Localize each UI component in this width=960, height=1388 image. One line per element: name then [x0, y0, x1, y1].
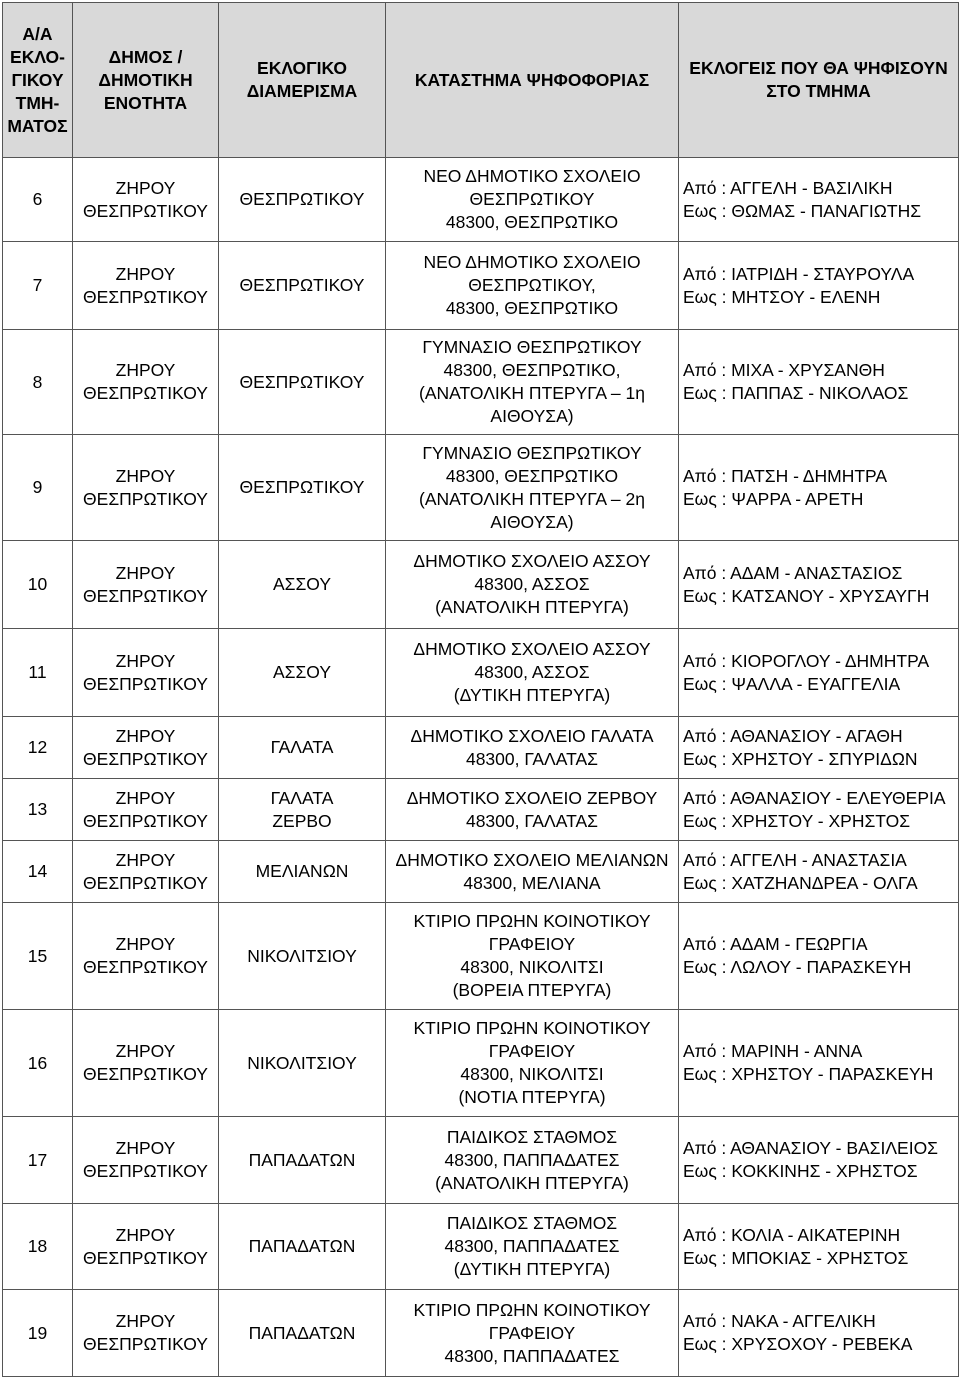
electoral-district-cell	[219, 1204, 386, 1290]
section-number-cell: 16	[3, 1010, 73, 1117]
table-body	[3, 158, 959, 1377]
voters-range-cell	[679, 903, 959, 1010]
table-row	[3, 1290, 959, 1377]
electoral-district-cell	[219, 841, 386, 903]
table-row	[3, 242, 959, 330]
electoral-district-cell	[219, 1010, 386, 1117]
voters-range-cell	[679, 330, 959, 435]
cell-line: ΘΕΣΠΡΩΤΙΚΟΥ	[83, 1334, 208, 1354]
section-number-cell: 12	[3, 717, 73, 779]
cell-line: ΜΑΤΟΣ	[7, 115, 68, 136]
cell-line: ΕΚΛΟΓΕΙΣ ΠΟΥ ΘΑ ΨΗΦΙΣΟΥΝ	[689, 58, 948, 78]
voters-range-cell	[679, 242, 959, 330]
polling-station-cell	[386, 330, 679, 435]
table-row	[3, 903, 959, 1010]
cell-line: (ΔΥΤΙΚΗ ΠΤΕΡΥΓΑ)	[453, 685, 611, 705]
section-number-cell: 7	[3, 242, 73, 330]
polling-station-cell	[386, 841, 679, 903]
polling-station-cell	[386, 1290, 679, 1377]
cell-line: Α/Α	[22, 23, 53, 44]
cell-line: ΓΑΛΑΤΑ	[270, 737, 334, 757]
header-electoral-district	[219, 3, 386, 158]
cell-line: Από : ΑΓΓΕΛΗ - ΒΑΣΙΛΙΚΗ	[683, 177, 893, 198]
cell-line: ΑΣΣΟΥ	[272, 662, 332, 682]
cell-line: 48300, ΘΕΣΠΡΩΤΙΚΟ	[445, 298, 619, 318]
municipality-cell	[73, 242, 219, 330]
cell-line: ΝΕΟ ΔΗΜΟΤΙΚΟ ΣΧΟΛΕΙΟ	[423, 166, 641, 186]
cell-line: ΓΥΜΝΑΣΙΟ ΘΕΣΠΡΩΤΙΚΟΥ	[422, 442, 642, 463]
cell-line: ΚΤΙΡΙΟ ΠΡΩΗΝ ΚΟΙΝΟΤΙΚΟΥ	[413, 1299, 651, 1320]
voters-range-cell	[679, 1010, 959, 1117]
cell-line: ΔΗΜΟΤΙΚΟ ΣΧΟΛΕΙΟ ΜΕΛΙΑΝΩΝ	[395, 849, 669, 870]
cell-line: (ΑΝΑΤΟΛΙΚΗ ΠΤΕΡΥΓΑ – 2η	[419, 488, 645, 509]
cell-line: Εως : ΜΗΤΣΟΥ - ΕΛΕΝΗ	[683, 286, 881, 307]
cell-line: ΠΑΠΑΔΑΤΩΝ	[248, 1149, 356, 1170]
cell-line: Από : ΙΑΤΡΙΔΗ - ΣΤΑΥΡΟΥΛΑ	[683, 263, 915, 284]
polling-stations-table	[2, 2, 959, 1377]
municipality-cell	[73, 629, 219, 717]
section-number-cell: 13	[3, 779, 73, 841]
cell-line: ΤΜΗ-	[15, 92, 60, 113]
table-row	[3, 841, 959, 903]
table-row	[3, 330, 959, 435]
cell-line: Από : ΑΔΑΜ - ΓΕΩΡΓΙΑ	[683, 934, 868, 954]
header-polling-station	[386, 3, 679, 158]
cell-line: ΑΙΘΟΥΣΑ)	[490, 511, 574, 532]
municipality-cell	[73, 158, 219, 242]
cell-line: (ΑΝΑΤΟΛΙΚΗ ΠΤΕΡΥΓΑ)	[435, 1172, 629, 1193]
table-row	[3, 779, 959, 841]
cell-line: ΔΗΜΟΤΙΚΟ ΣΧΟΛΕΙΟ ΖΕΡΒΟΥ	[406, 787, 658, 808]
polling-station-cell	[386, 158, 679, 242]
polling-station-cell	[386, 779, 679, 841]
cell-line: Εως : ΛΩΛΟΥ - ΠΑΡΑΣΚΕΥΗ	[683, 957, 912, 977]
cell-line: ΘΕΣΠΡΩΤΙΚΟΥ	[83, 383, 208, 403]
section-number-cell: 17	[3, 1117, 73, 1204]
cell-line: ΘΕΣΠΡΩΤΙΚΟΥ	[83, 1247, 208, 1268]
cell-line: Από : ΚΟΛΙΑ - ΑΙΚΑΤΕΡΙΝΗ	[683, 1224, 901, 1245]
electoral-district-cell	[219, 1290, 386, 1377]
cell-line: Από : ΑΘΑΝΑΣΙΟΥ - ΒΑΣΙΛΕΙΟΣ	[683, 1138, 938, 1158]
table-row	[3, 1204, 959, 1290]
cell-line: ΓΡΑΦΕΙΟΥ	[488, 1041, 576, 1061]
cell-line: ΕΝΟΤΗΤΑ	[103, 92, 188, 113]
cell-line: ΠΑΠΑΔΑΤΩΝ	[248, 1236, 356, 1256]
polling-station-cell	[386, 629, 679, 717]
cell-line: 48300, ΝΙΚΟΛΙΤΣΙ	[460, 1064, 604, 1084]
cell-line: 48300, ΓΑΛΑΤΑΣ	[465, 748, 599, 769]
cell-line: ΘΕΣΠΡΩΤΙΚΟΥ	[83, 1064, 208, 1084]
cell-line: ΚΑΤΑΣΤΗΜΑ ΨΗΦΟΦΟΡΙΑΣ	[414, 69, 650, 90]
section-number-cell: 6	[3, 158, 73, 242]
cell-line: ΖΗΡΟΥ	[115, 360, 176, 380]
municipality-cell	[73, 435, 219, 541]
cell-line: ΓΑΛΑΤΑ	[270, 787, 334, 808]
section-number-cell: 18	[3, 1204, 73, 1290]
cell-line: ΖΗΡΟΥ	[115, 562, 176, 583]
cell-line: 48300, ΘΕΣΠΡΩΤΙΚΟ	[445, 465, 619, 486]
voters-range-cell	[679, 717, 959, 779]
cell-line: (ΑΝΑΤΟΛΙΚΗ ΠΤΕΡΥΓΑ – 1η	[419, 383, 645, 403]
section-number-cell: 19	[3, 1290, 73, 1377]
cell-line: ΔΗΜΟΣ /	[108, 46, 183, 67]
cell-line: ΕΚΛΟ-	[10, 46, 65, 67]
cell-line: (ΑΝΑΤΟΛΙΚΗ ΠΤΕΡΥΓΑ)	[435, 597, 629, 617]
cell-line: ΖΗΡΟΥ	[115, 263, 176, 284]
cell-line: ΖΗΡΟΥ	[115, 465, 176, 486]
cell-line: ΓΙΚΟΥ	[11, 69, 64, 90]
cell-line: Από : ΑΘΑΝΑΣΙΟΥ - ΑΓΑΘΗ	[683, 725, 903, 746]
cell-line: ΖΗΡΟΥ	[115, 1311, 176, 1331]
cell-line: ΚΤΙΡΙΟ ΠΡΩΗΝ ΚΟΙΝΟΤΙΚΟΥ	[413, 911, 651, 931]
cell-line: Από : ΝΑΚΑ - ΑΓΓΕΛΙΚΗ	[683, 1311, 876, 1331]
cell-line: Από : ΜΑΡΙΝΗ - ΑΝΝΑ	[683, 1041, 863, 1061]
cell-line: ΘΕΣΠΡΩΤΙΚΟΥ	[83, 957, 208, 977]
polling-station-cell	[386, 242, 679, 330]
electoral-district-cell	[219, 717, 386, 779]
electoral-district-cell	[219, 242, 386, 330]
cell-line: ΠΑΠΑΔΑΤΩΝ	[248, 1322, 356, 1343]
cell-line: ΘΕΣΠΡΩΤΙΚΟΥ	[83, 872, 208, 893]
cell-line: ΘΕΣΠΡΩΤΙΚΟΥ,	[468, 275, 596, 295]
section-number-cell: 9	[3, 435, 73, 541]
municipality-cell	[73, 1204, 219, 1290]
cell-line: ΖΗΡΟΥ	[115, 1138, 176, 1158]
cell-line: ΘΕΣΠΡΩΤΙΚΟΥ	[83, 1161, 208, 1181]
cell-line: Εως : ΚΑΤΣΑΝΟΥ - ΧΡΥΣΑΥΓΗ	[683, 585, 930, 606]
cell-line: ΖΕΡΒΟ	[272, 810, 332, 831]
electoral-district-cell	[219, 629, 386, 717]
polling-station-cell	[386, 1117, 679, 1204]
polling-station-cell	[386, 903, 679, 1010]
electoral-district-cell	[219, 330, 386, 435]
table-row	[3, 1010, 959, 1117]
cell-line: 48300, ΠΑΠΠΑΔΑΤΕΣ	[444, 1345, 620, 1366]
header-section-number	[3, 3, 73, 158]
section-number-cell: 15	[3, 903, 73, 1010]
cell-line: 48300, ΑΣΣΟΣ	[474, 574, 590, 594]
electoral-district-cell	[219, 903, 386, 1010]
table-row	[3, 629, 959, 717]
cell-line: ΔΗΜΟΤΙΚΗ	[98, 69, 193, 90]
section-number-cell: 8	[3, 330, 73, 435]
cell-line: Εως : ΨΑΛΛΑ - ΕΥΑΓΓΕΛΙΑ	[683, 673, 901, 694]
header-voters	[679, 3, 959, 158]
voters-range-cell	[679, 779, 959, 841]
cell-line: ΠΑΙΔΙΚΟΣ ΣΤΑΘΜΟΣ	[446, 1126, 618, 1147]
cell-line: ΔΗΜΟΤΙΚΟ ΣΧΟΛΕΙΟ ΑΣΣΟΥ	[413, 639, 651, 659]
cell-line: ΘΕΣΠΡΩΤΙΚΟΥ	[83, 810, 208, 831]
cell-line: ΚΤΙΡΙΟ ΠΡΩΗΝ ΚΟΙΝΟΤΙΚΟΥ	[413, 1018, 651, 1038]
electoral-district-cell	[219, 1117, 386, 1204]
cell-line: ΕΚΛΟΓΙΚΟ	[257, 58, 347, 78]
voters-range-cell	[679, 435, 959, 541]
voters-range-cell	[679, 1117, 959, 1204]
cell-line: Από : ΑΔΑΜ - ΑΝΑΣΤΑΣΙΟΣ	[683, 562, 903, 583]
table-row	[3, 717, 959, 779]
cell-line: Εως : ΚΟΚΚΙΝΗΣ - ΧΡΗΣΤΟΣ	[683, 1161, 918, 1181]
municipality-cell	[73, 717, 219, 779]
voters-range-cell	[679, 1204, 959, 1290]
cell-line: Εως : ΧΡΗΣΤΟΥ - ΣΠΥΡΙΔΩΝ	[683, 748, 918, 769]
voters-range-cell	[679, 629, 959, 717]
cell-line: 48300, ΓΑΛΑΤΑΣ	[465, 810, 599, 831]
cell-line: Από : ΜΙΧΑ - ΧΡΥΣΑΝΘΗ	[683, 360, 885, 380]
cell-line: ΖΗΡΟΥ	[115, 725, 176, 746]
header-row	[3, 3, 959, 158]
section-number-cell: 10	[3, 541, 73, 629]
cell-line: Από : ΑΓΓΕΛΗ - ΑΝΑΣΤΑΣΙΑ	[683, 849, 907, 870]
voters-range-cell	[679, 841, 959, 903]
cell-line: ΖΗΡΟΥ	[115, 1041, 176, 1061]
table-row	[3, 158, 959, 242]
cell-line: ΝΙΚΟΛΙΤΣΙΟΥ	[247, 1052, 357, 1073]
electoral-district-cell	[219, 779, 386, 841]
cell-line: ΔΗΜΟΤΙΚΟ ΣΧΟΛΕΙΟ ΓΑΛΑΤΑ	[410, 725, 654, 746]
municipality-cell	[73, 541, 219, 629]
cell-line: Εως : ΨΑΡΡΑ - ΑΡΕΤΗ	[683, 488, 864, 509]
section-number-cell: 11	[3, 629, 73, 717]
municipality-cell	[73, 1290, 219, 1377]
cell-line: ΜΕΛΙΑΝΩΝ	[255, 861, 349, 881]
cell-line: (ΔΥΤΙΚΗ ΠΤΕΡΥΓΑ)	[453, 1259, 611, 1279]
cell-line: ΑΙΘΟΥΣΑ)	[490, 406, 574, 426]
cell-line: ΓΥΜΝΑΣΙΟ ΘΕΣΠΡΩΤΙΚΟΥ	[422, 337, 642, 357]
polling-station-cell	[386, 541, 679, 629]
header-municipality	[73, 3, 219, 158]
municipality-cell	[73, 841, 219, 903]
cell-line: Από : ΠΑΤΣΗ - ΔΗΜΗΤΡΑ	[683, 465, 888, 486]
cell-line: Εως : ΧΡΗΣΤΟΥ - ΠΑΡΑΣΚΕΥΗ	[683, 1064, 934, 1084]
cell-line: 48300, ΘΕΣΠΡΩΤΙΚΟ	[445, 212, 619, 232]
cell-line: Εως : ΧΑΤΖΗΑΝΔΡΕΑ - ΟΛΓΑ	[683, 872, 918, 893]
polling-station-cell	[386, 1010, 679, 1117]
cell-line: ΖΗΡΟΥ	[115, 849, 176, 870]
voters-range-cell	[679, 158, 959, 242]
cell-line: Εως : ΜΠΟΚΙΑΣ - ΧΡΗΣΤΟΣ	[683, 1247, 909, 1268]
municipality-cell	[73, 779, 219, 841]
cell-line: ΝΕΟ ΔΗΜΟΤΙΚΟ ΣΧΟΛΕΙΟ	[423, 252, 641, 272]
cell-line: ΘΕΣΠΡΩΤΙΚΟΥ	[469, 189, 595, 209]
cell-line: ΓΡΑΦΕΙΟΥ	[488, 1322, 576, 1343]
cell-line: Εως : ΧΡΗΣΤΟΥ - ΧΡΗΣΤΟΣ	[683, 810, 911, 831]
cell-line: Εως : ΧΡΥΣΟΧΟΥ - ΡΕΒΕΚΑ	[683, 1334, 913, 1354]
cell-line: ΘΕΣΠΡΩΤΙΚΟΥ	[239, 275, 365, 295]
cell-line: 48300, ΠΑΠΠΑΔΑΤΕΣ	[444, 1236, 620, 1256]
cell-line: ΖΗΡΟΥ	[115, 650, 176, 671]
cell-line: ΠΑΙΔΙΚΟΣ ΣΤΑΘΜΟΣ	[446, 1213, 618, 1233]
cell-line: ΘΕΣΠΡΩΤΙΚΟΥ	[83, 673, 208, 694]
cell-line: ΔΗΜΟΤΙΚΟ ΣΧΟΛΕΙΟ ΑΣΣΟΥ	[413, 551, 651, 571]
cell-line: ΖΗΡΟΥ	[115, 1224, 176, 1245]
cell-line: 48300, ΠΑΠΠΑΔΑΤΕΣ	[444, 1149, 620, 1170]
municipality-cell	[73, 903, 219, 1010]
municipality-cell	[73, 1010, 219, 1117]
cell-line: ΘΕΣΠΡΩΤΙΚΟΥ	[83, 200, 208, 221]
section-number-cell: 14	[3, 841, 73, 903]
electoral-district-cell	[219, 158, 386, 242]
cell-line: 48300, ΝΙΚΟΛΙΤΣΙ	[460, 957, 604, 977]
cell-line: Εως : ΘΩΜΑΣ - ΠΑΝΑΓΙΩΤΗΣ	[683, 200, 922, 221]
cell-line: ΓΡΑΦΕΙΟΥ	[488, 934, 576, 954]
table-row	[3, 435, 959, 541]
cell-line: ΘΕΣΠΡΩΤΙΚΟΥ	[83, 286, 208, 307]
table-row	[3, 1117, 959, 1204]
polling-station-cell	[386, 1204, 679, 1290]
cell-line: ΘΕΣΠΡΩΤΙΚΟΥ	[239, 371, 365, 392]
polling-station-cell	[386, 717, 679, 779]
cell-line: Εως : ΠΑΠΠΑΣ - ΝΙΚΟΛΑΟΣ	[683, 383, 909, 403]
voters-range-cell	[679, 541, 959, 629]
cell-line: ΘΕΣΠΡΩΤΙΚΟΥ	[239, 477, 365, 497]
electoral-district-cell	[219, 541, 386, 629]
cell-line: Από : ΑΘΑΝΑΣΙΟΥ - ΕΛΕΥΘΕΡΙΑ	[683, 787, 946, 808]
municipality-cell	[73, 1117, 219, 1204]
cell-line: ΖΗΡΟΥ	[115, 934, 176, 954]
voters-range-cell	[679, 1290, 959, 1377]
table-row	[3, 541, 959, 629]
cell-line: ΘΕΣΠΡΩΤΙΚΟΥ	[83, 748, 208, 769]
cell-line: 48300, ΑΣΣΟΣ	[474, 662, 590, 682]
cell-line: ΖΗΡΟΥ	[115, 177, 176, 198]
electoral-district-cell	[219, 435, 386, 541]
cell-line: 48300, ΘΕΣΠΡΩΤΙΚΟ,	[443, 360, 621, 380]
cell-line: ΣΤΟ ΤΜΗΜΑ	[766, 81, 871, 101]
cell-line: ΖΗΡΟΥ	[115, 787, 176, 808]
cell-line: ΘΕΣΠΡΩΤΙΚΟΥ	[239, 189, 365, 209]
cell-line: ΘΕΣΠΡΩΤΙΚΟΥ	[83, 488, 208, 509]
cell-line: ΝΙΚΟΛΙΤΣΙΟΥ	[247, 945, 357, 966]
cell-line: 48300, ΜΕΛΙΑΝΑ	[463, 872, 601, 893]
cell-line: ΔΙΑΜΕΡΙΣΜΑ	[246, 81, 358, 101]
cell-line: ΑΣΣΟΥ	[272, 574, 332, 594]
cell-line: (ΝΟΤΙΑ ΠΤΕΡΥΓΑ)	[458, 1087, 606, 1107]
cell-line: (ΒΟΡΕΙΑ ΠΤΕΡΥΓΑ)	[452, 980, 612, 1000]
cell-line: Από : ΚΙΟΡΟΓΛΟΥ - ΔΗΜΗΤΡΑ	[683, 650, 930, 671]
cell-line: ΘΕΣΠΡΩΤΙΚΟΥ	[83, 585, 208, 606]
municipality-cell	[73, 330, 219, 435]
polling-station-cell	[386, 435, 679, 541]
